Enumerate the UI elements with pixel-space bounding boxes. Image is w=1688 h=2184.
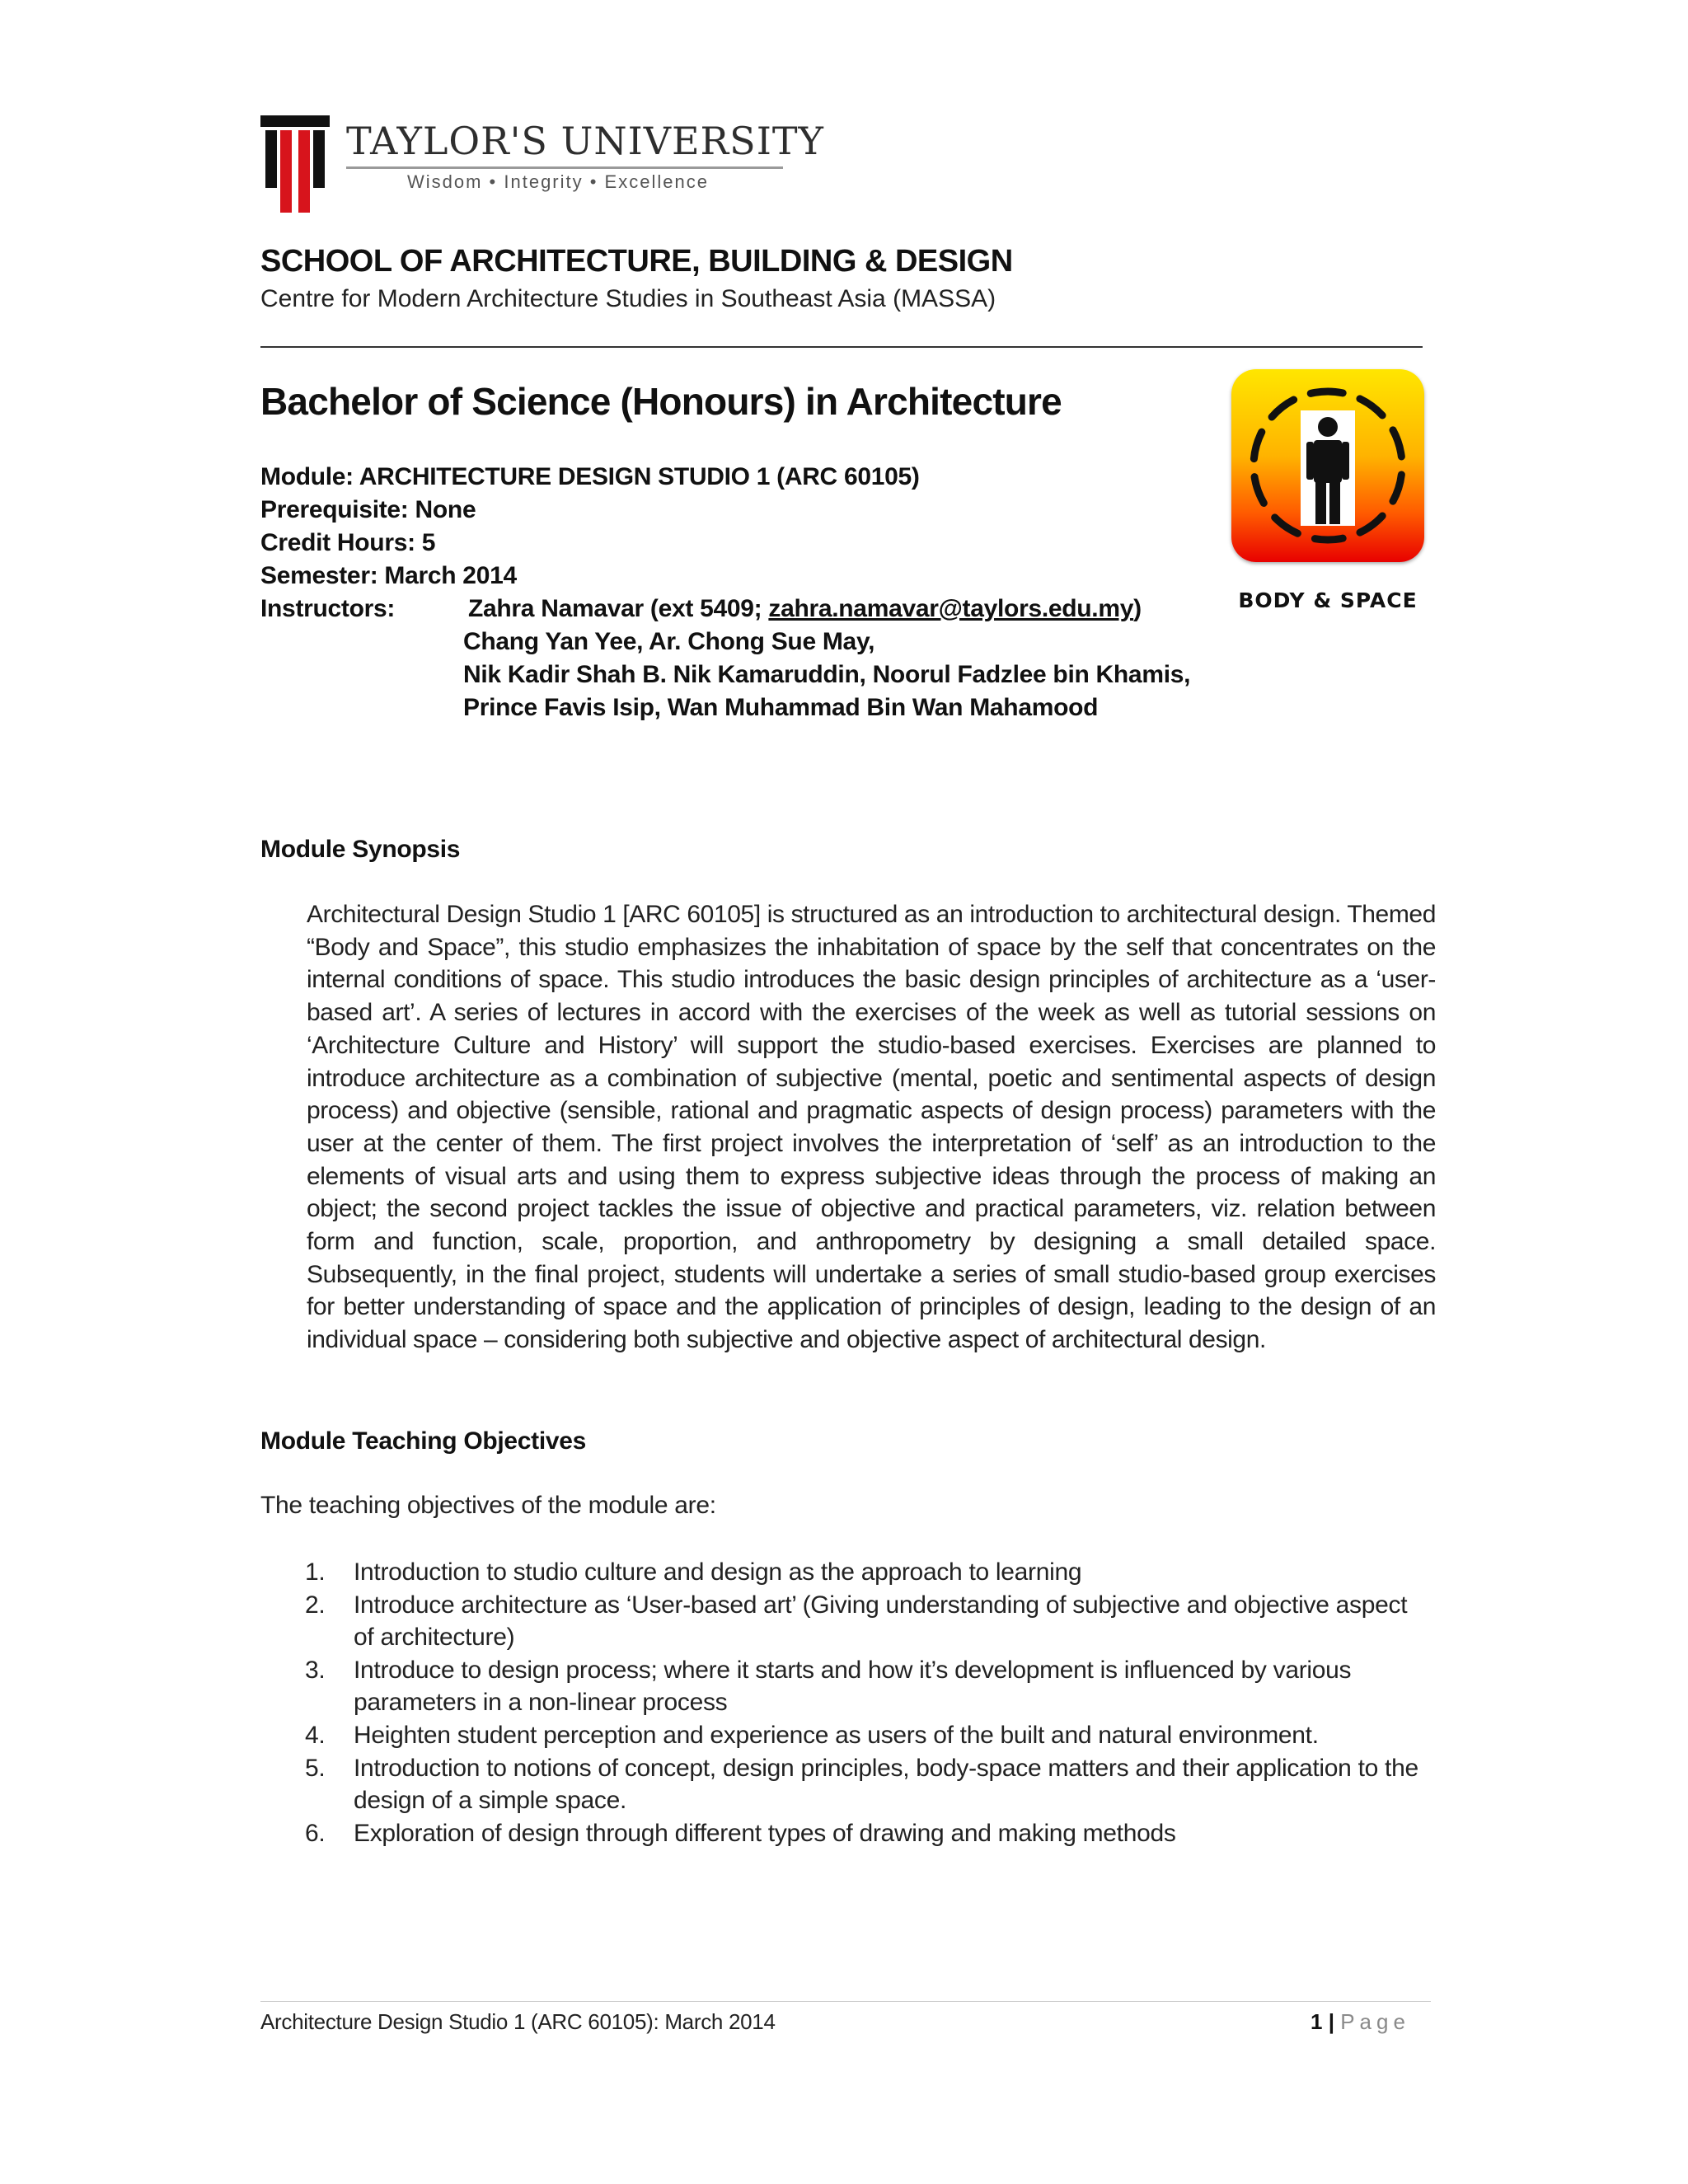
list-item-text: Exploration of design through different types of drawing and making methods xyxy=(354,1819,1176,1847)
centre-subtitle: Centre for Modern Architecture Studies in Southeast Asia (MASSA) xyxy=(260,285,996,312)
credit-hours-line: Credit Hours: 5 xyxy=(260,529,436,556)
instructor-email-link[interactable]: zahra.namavar@taylors.edu.my xyxy=(768,595,1134,622)
body-space-badge xyxy=(1231,369,1424,562)
list-item-number: 5. xyxy=(305,1754,326,1782)
instructor-line-3: Nik Kadir Shah B. Nik Kamaruddin, Noorul Fadzlee bin Khamis, xyxy=(463,661,1191,688)
instructor-line-suffix: ) xyxy=(1133,595,1142,622)
list-item xyxy=(260,1556,1431,1589)
list-item xyxy=(260,1752,1431,1817)
list-item-text: Introduction to studio culture and design as the approach to learning xyxy=(354,1558,1082,1586)
synopsis-paragraph: Architectural Design Studio 1 [ARC 60105] is structured as an introduction to architectural design. Themed “Body and Space”, this studio emphasizes the inhabitation of space by the self that concentrates on the internal conditions of space. This studio introduces the basic design principles of architecture as a ‘user-based art’. A series of lectures in accord with the exercises of the week as well as tutorial sessions on ‘Architecture Culture and History’ will support the studio-based exercises. Exercises are planned to introduce architecture as a combination of subjective (mental, poetic and sentimental aspects of design process) and objective (sensible, rational and pragmatic aspects of design process) parameters with the user at the center of them. The first project involves the interpretation of ‘self’ as an introduction to the elements of visual arts and using them to express subjective ideas through the process of making an object; the second project tackles the issue of objective and practical parameters, viz. relation between form and function, scale, proportion, and anthropometry by designing a small detailed space. Subsequently, in the final project, students will undertake a series of small studio-based group exercises for better understanding of space and the application of principles of design, leading to the design of an individual space – considering both subjective and objective aspect of architectural design. xyxy=(307,901,1436,1354)
list-item-text: Introduce to design process; where it starts and how it’s development is influenced by various parameters in a non-linear process xyxy=(354,1656,1352,1717)
page-separator: | xyxy=(1328,2009,1334,2034)
list-item xyxy=(260,1817,1431,1850)
instructor-line-2: Chang Yan Yee, Ar. Chong Sue May, xyxy=(463,628,875,655)
university-logo xyxy=(260,115,824,214)
page-word: Page xyxy=(1340,2009,1410,2034)
taylors-logo-icon xyxy=(260,115,330,213)
list-item-number: 3. xyxy=(305,1656,326,1684)
objectives-list xyxy=(260,1556,1431,1849)
header-divider xyxy=(260,346,1423,348)
footer-text: Architecture Design Studio 1 (ARC 60105): March 2014 xyxy=(260,2009,776,2034)
objectives-intro: The teaching objectives of the module are: xyxy=(260,1492,716,1519)
logo-name: TAYLOR'S UNIVERSITY xyxy=(346,119,824,163)
list-item-number: 4. xyxy=(305,1721,326,1749)
list-item-text: Heighten student perception and experience as users of the built and natural environment. xyxy=(354,1721,1319,1749)
list-item-text: Introduction to notions of concept, design principles, body-space matters and their application to the design of a simple space. xyxy=(354,1754,1418,1815)
instructor-line-1 xyxy=(468,595,1142,623)
logo-rule xyxy=(346,166,783,169)
list-item xyxy=(260,1589,1431,1654)
page-number: 1 xyxy=(1311,2009,1323,2034)
list-item-number: 6. xyxy=(305,1819,326,1847)
program-title: Bachelor of Science (Honours) in Architecture xyxy=(260,380,1062,423)
module-line: Module: ARCHITECTURE DESIGN STUDIO 1 (ARC 60105) xyxy=(260,463,920,490)
footer-divider xyxy=(260,2001,1431,2002)
instructor-line-4: Prince Favis Isip, Wan Muhammad Bin Wan Mahamood xyxy=(463,694,1099,721)
synopsis-heading: Module Synopsis xyxy=(260,836,461,863)
prerequisite-line: Prerequisite: None xyxy=(260,496,476,523)
list-item-number: 2. xyxy=(305,1591,326,1619)
objectives-heading: Module Teaching Objectives xyxy=(260,1427,587,1455)
instructor-name: Zahra Namavar (ext 5409; xyxy=(468,595,769,622)
badge-label: BODY & SPACE xyxy=(1238,588,1418,612)
logo-tagline: Wisdom • Integrity • Excellence xyxy=(407,171,709,192)
footer-page-indicator xyxy=(1311,2009,1410,2035)
semester-line: Semester: March 2014 xyxy=(260,562,517,589)
body-space-icon xyxy=(1231,369,1424,562)
list-item-number: 1. xyxy=(305,1558,326,1586)
list-item xyxy=(260,1654,1431,1719)
instructors-label: Instructors: xyxy=(260,595,396,622)
list-item-text: Introduce architecture as ‘User-based art’ (Giving understanding of subjective and objective aspect of architecture) xyxy=(354,1591,1408,1652)
school-title: SCHOOL OF ARCHITECTURE, BUILDING & DESIGN xyxy=(260,244,1013,279)
list-item xyxy=(260,1719,1431,1752)
